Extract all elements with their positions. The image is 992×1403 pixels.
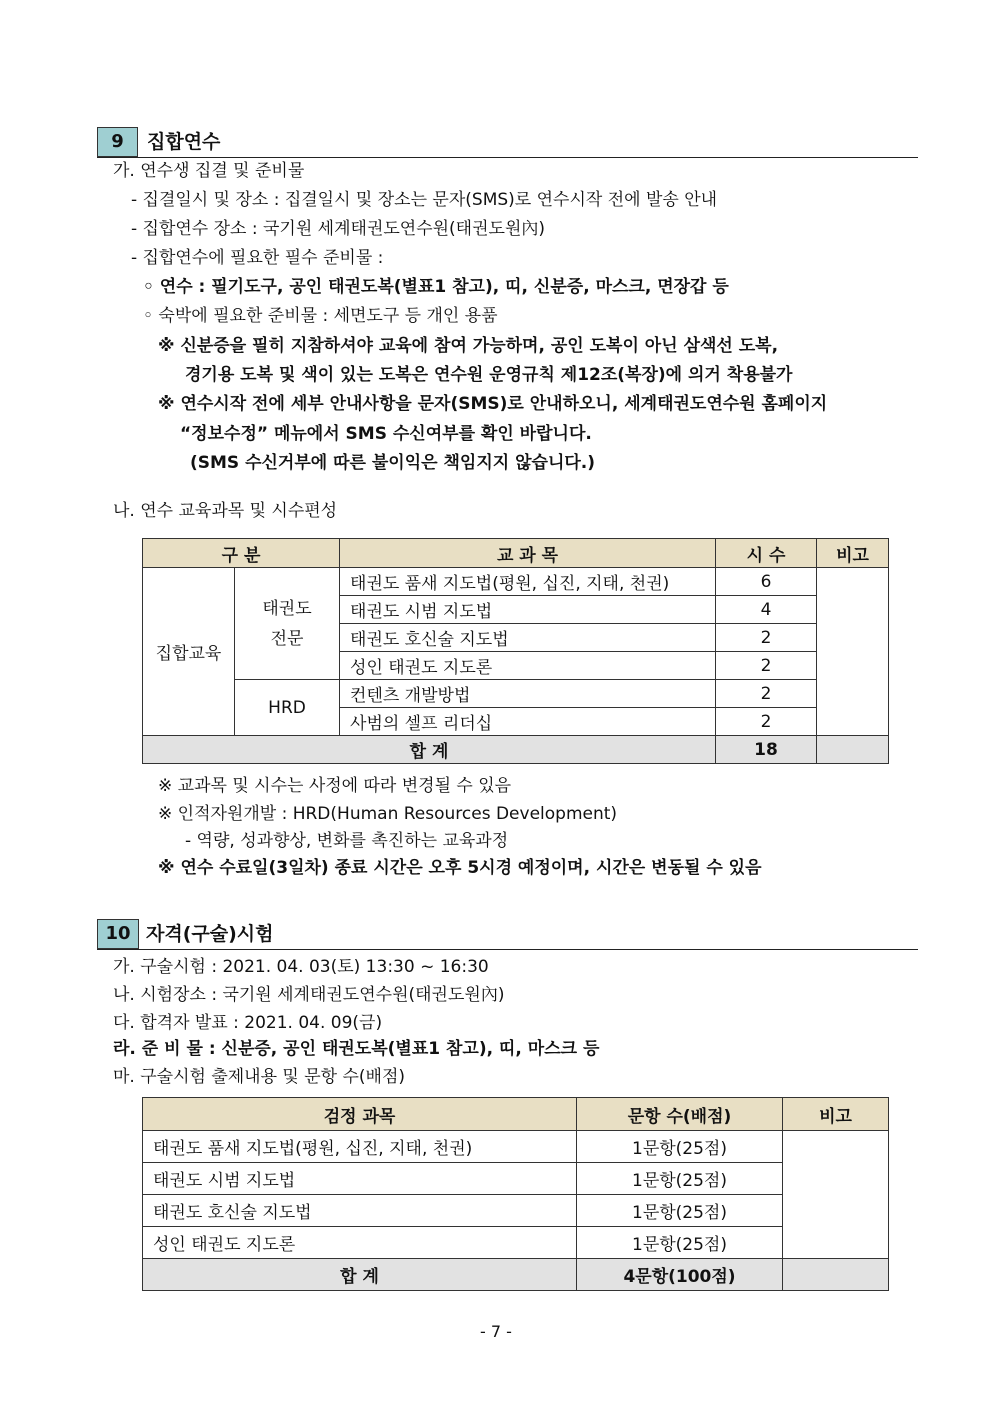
item-ga: 가. 연수생 집결 및 준비물: [113, 161, 305, 181]
hours-cell: 2: [716, 708, 817, 736]
group-cell: 집합교육: [143, 568, 235, 736]
subgroup-taekwondo-line2: 전문: [270, 628, 304, 649]
total-hours: 18: [716, 736, 817, 764]
item-circle-lodging-supplies: ◦ 숙박에 필요한 준비물 : 세면도구 등 개인 용품: [143, 306, 498, 326]
total-remarks: [817, 736, 889, 764]
exam-subject-cell: 태권도 호신술 지도법: [143, 1195, 577, 1227]
question-count-cell: 1문항(25점): [577, 1195, 783, 1227]
exam-total-count: 4문항(100점): [577, 1259, 783, 1291]
item-dash-venue: - 집합연수 장소 : 국기원 세계태권도연수원(태권도원內): [131, 219, 546, 239]
total-label: 합 계: [143, 736, 716, 764]
section-9-title: 집합연수: [147, 131, 221, 153]
subject-cell: 태권도 품새 지도법(평원, 십진, 지태, 천권): [340, 568, 716, 596]
header-exam-remarks: 비고: [783, 1098, 889, 1131]
section-10-number: 10: [97, 919, 139, 949]
exam-total-row: [143, 1259, 889, 1291]
hours-cell: 2: [716, 624, 817, 652]
question-count-cell: 1문항(25점): [577, 1131, 783, 1163]
item-exam-date: 가. 구술시험 : 2021. 04. 03(토) 13:30 ~ 16:30: [113, 957, 489, 977]
question-count-cell: 1문항(25점): [577, 1163, 783, 1195]
item-na: 나. 연수 교육과목 및 시수편성: [113, 501, 338, 521]
table-row: [143, 1195, 889, 1227]
note-id-required-cont: 경기용 도복 및 색이 있는 도복은 연수원 운영규칙 제12조(복장)에 의거 착용불가: [185, 365, 793, 385]
exam-table: [142, 1097, 889, 1291]
note-sms-notice-cont: “정보수정” 메뉴에서 SMS 수신여부를 확인 바랍니다.: [180, 424, 592, 444]
curriculum-table: [142, 538, 889, 764]
exam-total-remarks: [783, 1259, 889, 1291]
table-row: [143, 1227, 889, 1259]
table-row: [143, 568, 889, 596]
exam-total-label: 합 계: [143, 1259, 577, 1291]
header-exam-subject: 검정 과목: [143, 1098, 577, 1131]
subject-cell: 사범의 셀프 리더십: [340, 708, 716, 736]
item-result-announcement: 다. 합격자 발표 : 2021. 04. 09(금): [113, 1013, 383, 1033]
subgroup-taekwondo-cell: [235, 568, 340, 680]
exam-subject-cell: 성인 태권도 지도론: [143, 1227, 577, 1259]
section-9-header: [97, 127, 918, 158]
remarks-cell: [817, 568, 889, 736]
subject-cell: 태권도 시범 지도법: [340, 596, 716, 624]
subgroup-taekwondo-line1: 태권도: [262, 598, 312, 619]
table-row: [143, 680, 889, 708]
header-subject: 교 과 목: [340, 539, 716, 568]
hours-cell: 2: [716, 680, 817, 708]
subject-cell: 태권도 호신술 지도법: [340, 624, 716, 652]
subject-cell: 컨텐츠 개발방법: [340, 680, 716, 708]
note-sms-disclaimer: (SMS 수신거부에 따른 불이익은 책임지지 않습니다.): [190, 453, 596, 473]
note-subject-change: ※ 교과목 및 시수는 사정에 따라 변경될 수 있음: [158, 776, 512, 796]
header-question-count: 문항 수(배점): [577, 1098, 783, 1131]
note-hrd-description: - 역량, 성과향상, 변화를 촉진하는 교육과정: [185, 831, 509, 851]
table-row: [143, 1131, 889, 1163]
header-remarks: 비고: [817, 539, 889, 568]
section-9-number: 9: [97, 127, 138, 157]
question-count-cell: 1문항(25점): [577, 1227, 783, 1259]
table-row: [143, 1163, 889, 1195]
total-row: [143, 736, 889, 764]
item-exam-supplies: 라. 준 비 물 : 신분증, 공인 태권도복(별표1 참고), 띠, 마스크 등: [113, 1039, 600, 1059]
item-circle-training-supplies: ◦ 연수 : 필기도구, 공인 태권도복(별표1 참고), 띠, 신분증, 마스크, 면장갑 등: [143, 277, 729, 297]
subject-cell: 성인 태권도 지도론: [340, 652, 716, 680]
page-number: - 7 -: [480, 1322, 512, 1341]
note-completion-time: ※ 연수 수료일(3일차) 종료 시간은 오후 5시경 예정이며, 시간은 변동될 수 있음: [158, 858, 762, 878]
hours-cell: 2: [716, 652, 817, 680]
item-dash-supplies: - 집합연수에 필요한 필수 준비물 :: [131, 248, 384, 268]
section-10-title: 자격(구술)시험: [146, 923, 274, 945]
item-dash-assembly: - 집결일시 및 장소 : 집결일시 및 장소는 문자(SMS)로 연수시작 전에 발송 안내: [131, 190, 718, 210]
hours-cell: 6: [716, 568, 817, 596]
exam-remarks-cell: [783, 1131, 889, 1259]
item-exam-venue: 나. 시험장소 : 국기원 세계태권도연수원(태권도원內): [113, 985, 505, 1005]
section-10-header: [97, 919, 918, 950]
note-id-required: ※ 신분증을 필히 지참하셔야 교육에 참여 가능하며, 공인 도복이 아닌 삼색선 도복,: [158, 336, 779, 356]
exam-subject-cell: 태권도 시범 지도법: [143, 1163, 577, 1195]
header-hours: 시 수: [716, 539, 817, 568]
note-sms-notice: ※ 연수시작 전에 세부 안내사항을 문자(SMS)로 안내하오니, 세계태권도연수원 홈페이지: [158, 394, 828, 414]
note-hrd-definition: ※ 인적자원개발 : HRD(Human Resources Development): [158, 804, 618, 824]
exam-subject-cell: 태권도 품새 지도법(평원, 십진, 지태, 천권): [143, 1131, 577, 1163]
subgroup-hrd-cell: HRD: [235, 680, 340, 736]
item-exam-content: 마. 구술시험 출제내용 및 문항 수(배점): [113, 1067, 406, 1087]
header-category: 구 분: [143, 539, 340, 568]
hours-cell: 4: [716, 596, 817, 624]
